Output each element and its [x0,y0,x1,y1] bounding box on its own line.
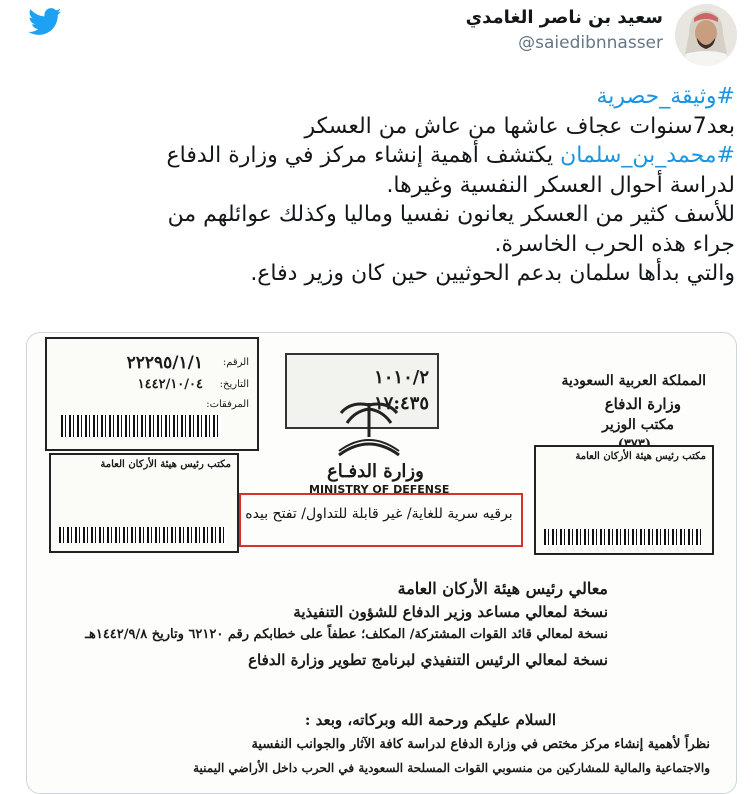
ref-date: ١٤٤٢/١٠/٠٤ [137,377,203,392]
barcode [544,529,702,545]
doc-ministry: وزارة الدفاع [604,395,681,413]
doc-minister-office: مكتب الوزير [602,417,674,433]
avatar-image [675,4,737,66]
avatar[interactable] [675,4,737,66]
ref-label: الرقم: [222,357,249,368]
routing-stamp-title: مكتب رئيس هيئة الأركان العامة [100,459,231,470]
hashtag-link[interactable]: #محمد_بن_سلمان [560,143,735,168]
scanned-document [27,333,736,793]
doc-addressee: نسخة لمعالي مساعد وزير الدفاع للشؤون التنفيذية [293,603,608,621]
tweet-line: للأسف كثير من العسكر يعانون نفسيا وماليا وكذلك عوائلهم من [167,202,735,227]
routing-stamp-title: مكتب رئيس هيئة الأركان العامة [575,451,706,462]
doc-body-line: نظراً لأهمية إنشاء مركز مختص في وزارة الدفاع لدراسة كافة الآثار والجوانب النفسية [251,737,710,752]
tweet-line: لدراسة أحوال العسكر النفسية وغيرها. [386,172,735,198]
doc-addressee: معالي رئيس هيئة الأركان العامة [397,579,608,598]
stamp-date: ١٠١٠/٢ [374,367,429,388]
tweet-line: والتي بدأها سلمان بدعم الحوثيين حين كان وزير دفاع. [250,261,735,286]
ref-attach-label: المرفقات: [206,399,249,410]
barcode [59,527,227,543]
palm-swords-emblem-icon [329,397,409,463]
tweet-line: جراء هذه الحرب الخاسرة. [494,231,735,257]
classified-note: برقيه سرية للغاية/ غير قابلة للتداول/ تفتح بيده [245,506,513,522]
tweet-text [20,82,735,289]
reference-stamp [45,337,259,451]
doc-kingdom: المملكة العربية السعودية [561,373,706,389]
routing-stamp-left [49,453,239,553]
author-handle[interactable]: @saiedibnnasser [518,33,663,53]
tweet-author[interactable] [466,6,663,56]
author-name[interactable]: سعيد بن ناصر الغامدي [465,7,663,28]
tweet-line [20,141,735,171]
doc-body-line: والاجتماعية والمالية للمشاركين من منسوبي القوات المسلحة السعودية في الحرب داخل الأراضي اليمنية [193,761,710,775]
tweet-line: بعد7سنوات عجاف عاشها من عاش من العسكر [304,113,735,139]
routing-stamp-right [534,445,714,555]
tweet-line-rest: يكتشف أهمية إنشاء مركز في وزارة الدفاع [166,143,561,168]
ref-date-label: التاريخ: [219,379,249,390]
doc-addressee: نسخة لمعالي الرئيس التنفيذي لبرنامج تطوير وزارة الدفاع [248,651,608,669]
twitter-bird-icon[interactable] [28,8,62,36]
hashtag-link[interactable]: #وثيقة_حصرية [596,84,735,109]
stamp-time: ١٧:٤٣٥ [374,393,429,414]
doc-greeting: السلام عليكم ورحمة الله وبركاته، وبعد : [304,711,556,729]
barcode [61,415,221,437]
doc-ministry-english: MINISTRY OF DEFENSE [309,483,450,496]
ref-number: ٢٢٢٩٥/١/١ [126,353,203,373]
doc-ministry-arabic: وزارة الدفـاع [327,461,424,482]
doc-addressee: نسخة لمعالي قائد القوات المشتركة/ المكلف؛ عطفاً على خطابكم رقم ٦٢١٢٠ وتاريخ ١٤٤٢/٩/٨هـ [85,627,608,642]
tweet-media-image[interactable] [26,332,737,794]
